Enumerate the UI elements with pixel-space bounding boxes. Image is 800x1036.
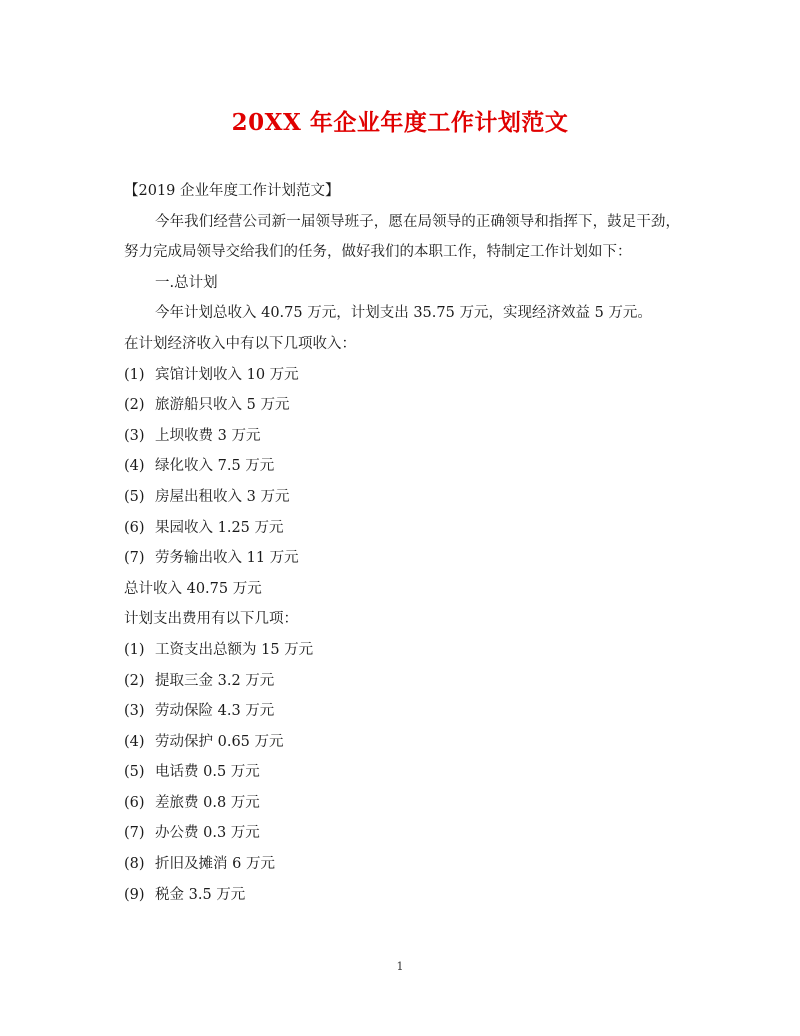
list-item <box>124 696 680 727</box>
expense-list <box>124 635 680 910</box>
item-number: (4) <box>124 458 145 475</box>
item-text: 办公费 0.3 万元 <box>155 825 260 842</box>
list-item <box>124 849 680 880</box>
item-number: (5) <box>124 764 145 781</box>
item-number: (4) <box>124 733 145 750</box>
item-text: 工资支出总额为 15 万元 <box>155 641 314 658</box>
list-item <box>124 360 680 391</box>
list-item <box>124 666 680 697</box>
list-item <box>124 818 680 849</box>
list-item <box>124 513 680 544</box>
list-item <box>124 635 680 666</box>
item-text: 提取三金 3.2 万元 <box>155 672 275 689</box>
income-list <box>124 360 680 574</box>
item-text: 劳动保护 0.65 万元 <box>155 733 284 750</box>
list-item <box>124 451 680 482</box>
item-text: 绿化收入 7.5 万元 <box>155 458 275 475</box>
item-text: 房屋出租收入 3 万元 <box>155 488 290 505</box>
item-text: 劳务输出收入 11 万元 <box>155 550 299 567</box>
list-item <box>124 543 680 574</box>
plan-summary: 今年计划总收入 40.75 万元，计划支出 35.75 万元，实现经济效益 5 万元。 <box>155 305 652 322</box>
item-text: 折旧及摊消 6 万元 <box>155 856 275 873</box>
item-number: (1) <box>124 641 145 658</box>
item-number: (6) <box>124 794 145 811</box>
income-total: 总计收入 40.75 万元 <box>124 580 262 597</box>
item-text: 税金 3.5 万元 <box>155 886 246 903</box>
item-number: (2) <box>124 397 145 414</box>
item-number: (3) <box>124 427 145 444</box>
document-title: 20XX 年企业年度工作计划范文 <box>231 109 569 136</box>
item-text: 旅游船只收入 5 万元 <box>155 397 290 414</box>
page-number: 1 <box>396 960 404 973</box>
item-number: (3) <box>124 703 145 720</box>
list-item <box>124 757 680 788</box>
item-number: (7) <box>124 825 145 842</box>
list-item <box>124 880 680 911</box>
item-number: (2) <box>124 672 145 689</box>
list-item <box>124 727 680 758</box>
list-item <box>124 421 680 452</box>
item-text: 上坝收费 3 万元 <box>155 427 261 444</box>
list-item <box>124 482 680 513</box>
list-item <box>124 390 680 421</box>
item-number: (6) <box>124 519 145 536</box>
section-heading: 一.总计划 <box>155 274 218 291</box>
item-text: 果园收入 1.25 万元 <box>155 519 284 536</box>
item-text: 宾馆计划收入 10 万元 <box>155 366 299 383</box>
item-number: (9) <box>124 886 145 903</box>
item-number: (7) <box>124 550 145 567</box>
income-heading: 在计划经济收入中有以下几项收入： <box>124 335 356 352</box>
subtitle: 【2019 企业年度工作计划范文】 <box>124 183 340 199</box>
expense-heading: 计划支出费用有以下几项： <box>124 611 298 628</box>
list-item <box>124 788 680 819</box>
intro-paragraph: 今年我们经营公司新一届领导班子，愿在局领导的正确领导和指挥下，鼓足干劲，努力完成局领导交给我们的任务，做好我们的本职工作，特制定工作计划如下： <box>124 213 680 261</box>
item-text: 差旅费 0.8 万元 <box>155 794 260 811</box>
item-number: (5) <box>124 488 145 505</box>
document-body <box>124 176 680 910</box>
item-number: (1) <box>124 366 145 383</box>
item-number: (8) <box>124 856 145 873</box>
item-text: 劳动保险 4.3 万元 <box>155 703 275 720</box>
item-text: 电话费 0.5 万元 <box>155 764 260 781</box>
